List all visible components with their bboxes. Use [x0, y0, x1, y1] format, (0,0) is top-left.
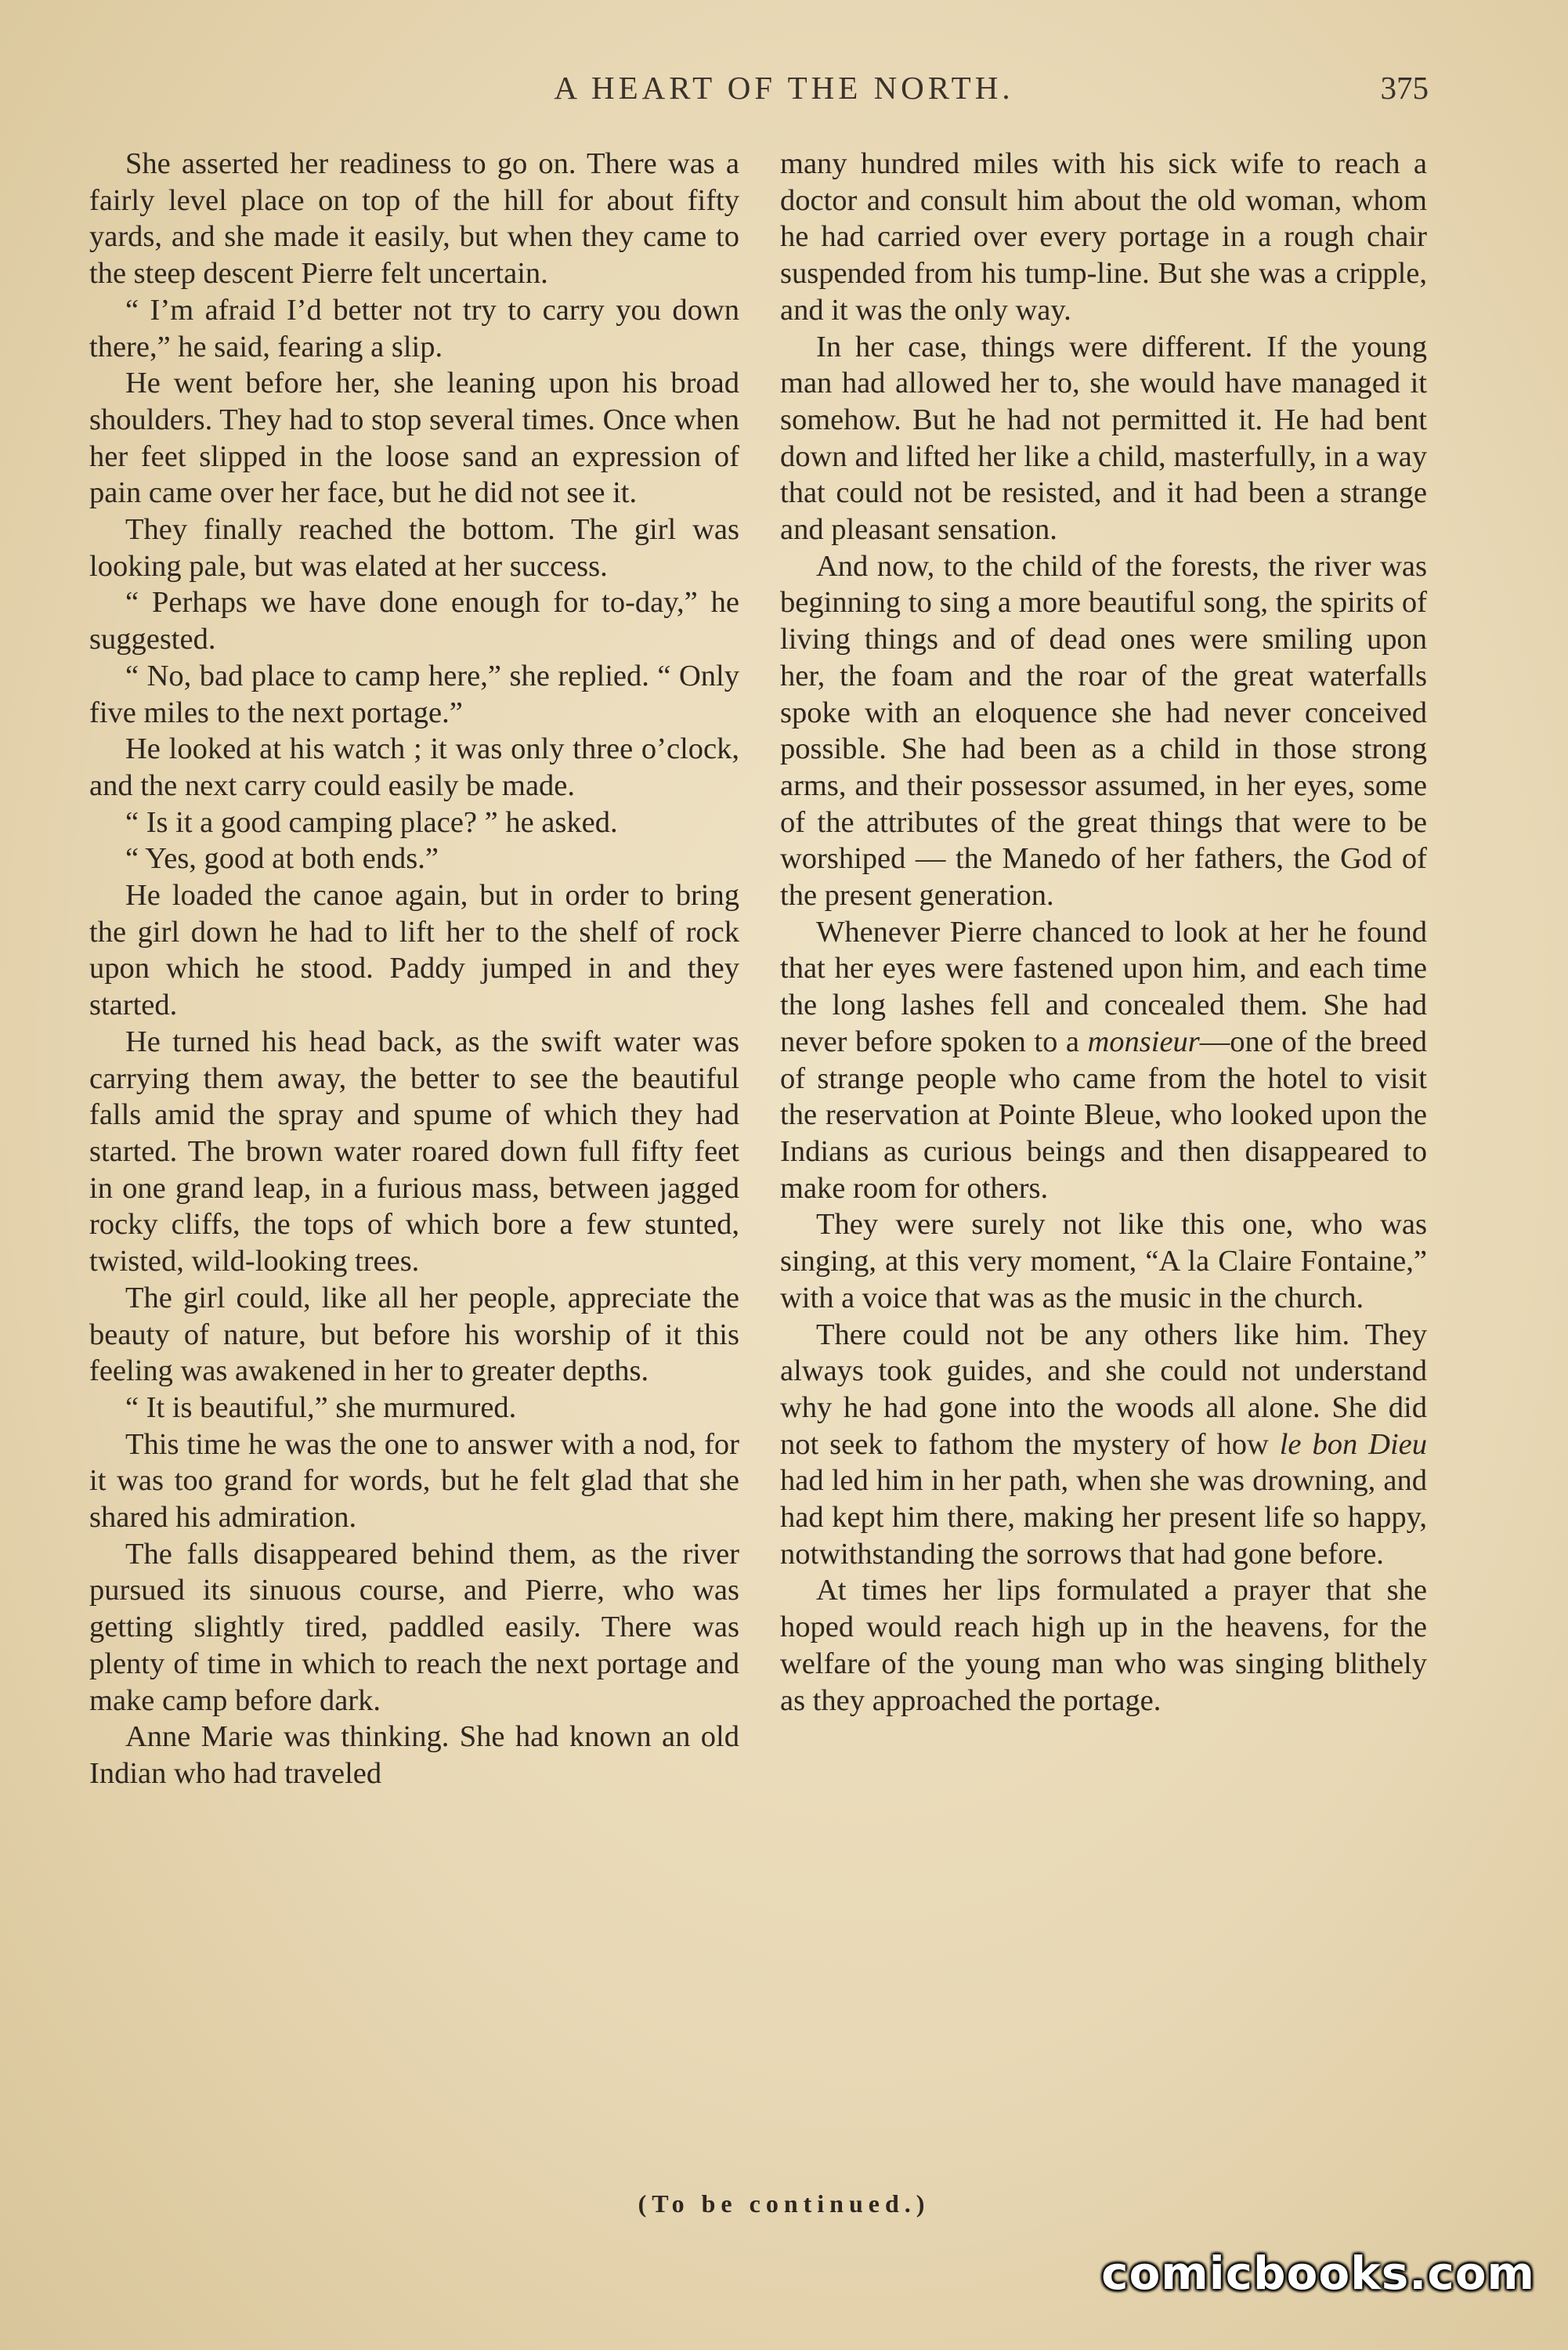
paragraph: Anne Marie was thinking. She had known an old Indian who had traveled [89, 1720, 739, 1790]
right-column [780, 146, 1427, 1719]
paragraph: They finally reached the bottom. The girl was looking pale, but was elated at her success. [89, 513, 739, 583]
text-run: Whenever Pierre chanced to look at her he found that her eyes were fastened upon him, and each time the long lashes fell and concealed them. She had never before spoken to a [780, 915, 1427, 1058]
paragraph: He loaded the canoe again, but in order to bring the girl down he had to lift her to the shelf of rock upon which he stood. Paddy jumped in and they started. [89, 879, 739, 1022]
paragraph: At times her lips formulated a prayer that she hoped would reach high up in the heavens, for the welfare of the young man who was singing blithely as they approached the portage. [780, 1574, 1427, 1717]
paragraph: They were surely not like this one, who was singing, at this very moment, “A la Claire Fontaine,” with a voice that was as the music in the church. [780, 1208, 1427, 1314]
watermark-logo: comicbooks.com [1101, 2247, 1535, 2300]
to-be-continued-note: (To be continued.) [638, 2189, 930, 2218]
paragraph: And now, to the child of the forests, the river was beginning to sing a more beautiful song, the spirits of living things and of dead ones were smiling upon her, the foam and the roar of the great waterfalls spoke with an eloquence she had never conceived possible. She had been as a child in those strong arms, and their possessor assumed, in her eyes, some of the attributes of the great things that were to be worshiped — the Manedo of her fathers, the God of the present generation. [780, 549, 1427, 913]
text-run: —one of the breed of strange people who came from the hotel to visit the reservation at Pointe Bleue, who looked upon the Indians as curious beings and then disappeared to make room for others. [780, 1025, 1427, 1205]
paragraph: This time he was the one to answer with a nod, for it was too grand for words, but he felt glad that she shared his admiration. [89, 1427, 739, 1535]
left-column [89, 146, 739, 1792]
paragraph: The falls disappeared behind them, as the river pursued its sinuous course, and Pierre, who was getting slightly tired, paddled easily. There was plenty of time in which to reach the next portage and make camp before dark. [89, 1537, 739, 1717]
italic-word: monsieur [1087, 1025, 1200, 1058]
paragraph: “ Is it a good camping place? ” he asked. [125, 805, 618, 839]
italic-phrase: le bon Dieu [1279, 1427, 1427, 1461]
paragraph-continuation: many hundred miles with his sick wife to reach a doctor and consult him about the old woman, whom he had carried over every portage in a rough chair suspended from his tump-line. But she was a cripple, and it was the only way. [780, 147, 1427, 327]
paragraph: She asserted her readiness to go on. There was a fairly level place on top of the hill for about fifty yards, and she made it easily, but when they came to the steep descent Pierre felt uncertain. [89, 147, 739, 291]
paragraph: “ I’m afraid I’d better not try to carry you down there,” he said, fearing a slip. [89, 293, 739, 363]
running-title: A HEART OF THE NORTH. [554, 70, 1014, 106]
paragraph: He turned his head back, as the swift water was carrying them away, the better to see the beautiful falls amid the spray and spume of which they had started. The brown water roared down full fifty feet in one grand leap, in a furious mass, between jagged rocky cliffs, the tops of which bore a few stunted, twisted, wild-looking trees. [89, 1025, 739, 1278]
paragraph: “ Perhaps we have done enough for to-day,” he suggested. [89, 586, 739, 656]
paragraph: He looked at his watch ; it was only three o’clock, and the next carry could easily be made. [89, 732, 739, 802]
paragraph: In her case, things were different. If the young man had allowed her to, she would have managed it somehow. But he had not permitted it. He had bent down and lifted her like a child, masterfully, in a way that could not be resisted, and it had been a strange and pleasant sensation. [780, 330, 1427, 547]
paragraph [780, 1317, 1427, 1573]
text-run: There could not be any others like him. They always took guides, and she could not understand why he had gone into the woods all alone. She did not seek to fathom the mystery of how [780, 1318, 1427, 1461]
paragraph: The girl could, like all her people, appreciate the beauty of nature, but before his worship of it this feeling was awakened in her to greater depths. [89, 1281, 739, 1388]
paragraph: He went before her, she leaning upon his broad shoulders. They had to stop several times. Once when her feet slipped in the loose sand an expression of pain came over her face, but he did not see it. [89, 367, 739, 510]
page-header [0, 69, 1568, 116]
paragraph: “ It is beautiful,” she murmured. [125, 1390, 517, 1424]
page-number: 375 [1380, 70, 1429, 106]
text-run: had led him in her path, when she was drowning, and had kept him there, making her present life so happy, notwithstanding the sorrows that had gone before. [780, 1464, 1427, 1571]
paragraph [780, 914, 1427, 1207]
paragraph: “ Yes, good at both ends.” [125, 842, 439, 876]
paragraph: “ No, bad place to camp here,” she replied. “ Only five miles to the next portage.” [89, 659, 739, 729]
